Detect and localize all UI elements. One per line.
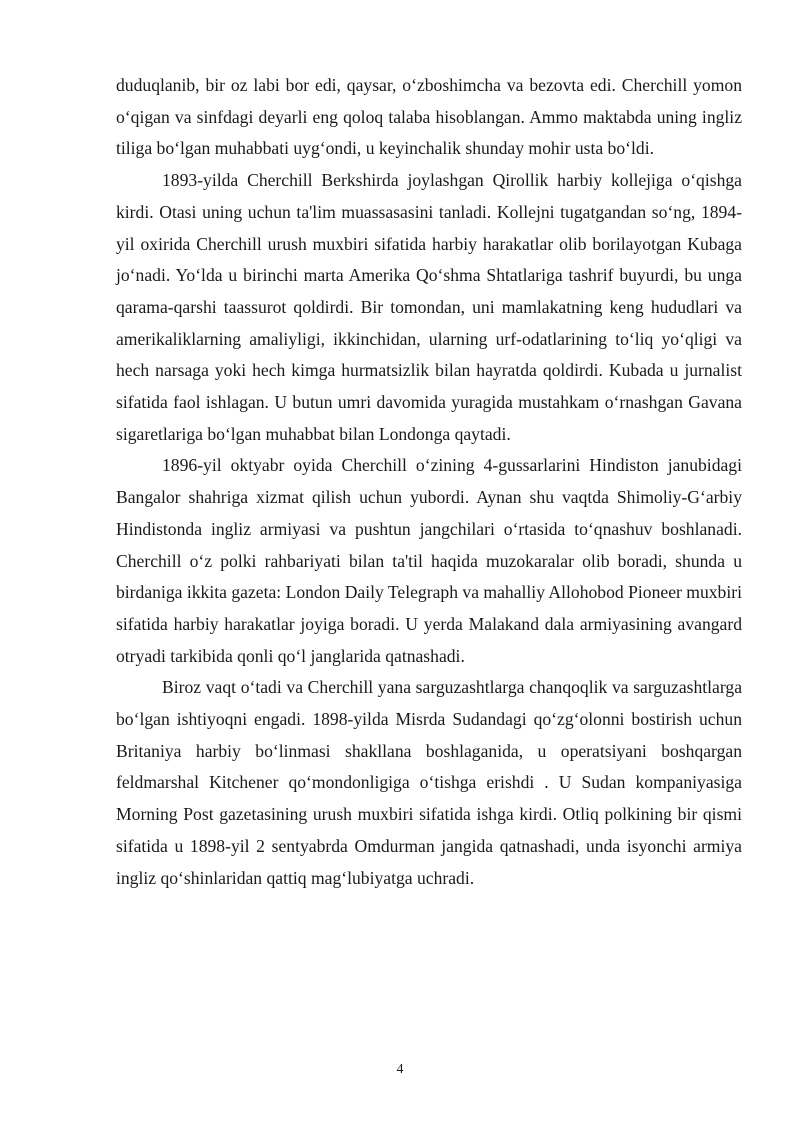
page-number: 4 [396,1062,404,1077]
paragraph-royal-military-college: 1893-yilda Cherchill Berkshirda joylashgan Qirollik harbiy kollejiga o‘qishga kirdi. Otasi uning uchun ta'lim muassasasini tanladi. Kollejni tugatgandan so‘ng, 1894-yil oxirida Cherchill urush muxbiri sifatida harbiy harakatlar olib borilayotgan Kubaga jo‘nadi. Yo‘lda u birinchi marta Amerika Qo‘shma Shtatlariga tashrif buyurdi, bu unga qarama-qarshi taassurot qoldirdi. Bir tomondan, uni mamlakatning keng hududlari va amerikaliklarning amaliyligi, ikkinchidan, ularning urf-odatlarining to‘liq yo‘qligi va hech narsaga yoki hech kimga hurmatsizlik bilan hayratda qoldirdi. Kubada u jurnalist sifatida faol ishlagan. U butun umri davomida yuragida mustahkam o‘rnashgan Gavana sigaretlariga bo‘lgan muhabbat bilan Londonga qaytadi. [116,170,742,444]
paragraph-sudan-campaign: Biroz vaqt o‘tadi va Cherchill yana sarguzashtlarga chanqoqlik va sarguzashtlarga bo‘lgan ishtiyoqni engadi. 1898-yilda Misrda Sudandagi qo‘zg‘olonni bostirish uchun Britaniya harbiy bo‘linmasi shakllana boshlaganida, u operatsiyani boshqargan feldmarshal Kitchener qo‘mondonligiga o‘tishga erishdi . U Sudan kompaniyasiga Morning Post gazetasining urush muxbiri sifatida ishga kirdi. Otliq polkining bir qismi sifatida u 1898-yil 2 sentyabrda Omdurman jangida qatnashadi, unda isyonchi armiya ingliz qo‘shinlaridan qattiq mag‘lubiyatga uchradi. [116,677,742,888]
body-text [116,70,742,894]
paragraph-india-service: 1896-yil oktyabr oyida Cherchill o‘zining 4-gussarlarini Hindiston janubidagi Bangalor shahriga xizmat qilish uchun yubordi. Aynan shu vaqtda Shimoliy-G‘arbiy Hindistonda ingliz armiyasi va pushtun jangchilari o‘rtasida to‘qnashuv boshlanadi. Cherchill o‘z polki rahbariyati bilan ta'til haqida muzokaralar olib boradi, shunda u birdaniga ikkita gazeta: London Daily Telegraph va mahalliy Allohobod Pioneer muxbiri sifatida harbiy harakatlar joyiga boradi. U yerda Malakand dala armiyasining avangard otryadi tarkibida qonli qo‘l janglarida qatnashadi. [116,455,742,666]
paragraph-continuation: duduqlanib, bir oz labi bor edi, qaysar, o‘zboshimcha va bezovta edi. Cherchill yomon o‘qigan va sinfdagi deyarli eng qoloq talaba hisoblangan. Ammo maktabda uning ingliz tiliga bo‘lgan muhabbati uyg‘ondi, u keyinchalik shunday mohir usta bo‘ldi. [116,75,742,159]
